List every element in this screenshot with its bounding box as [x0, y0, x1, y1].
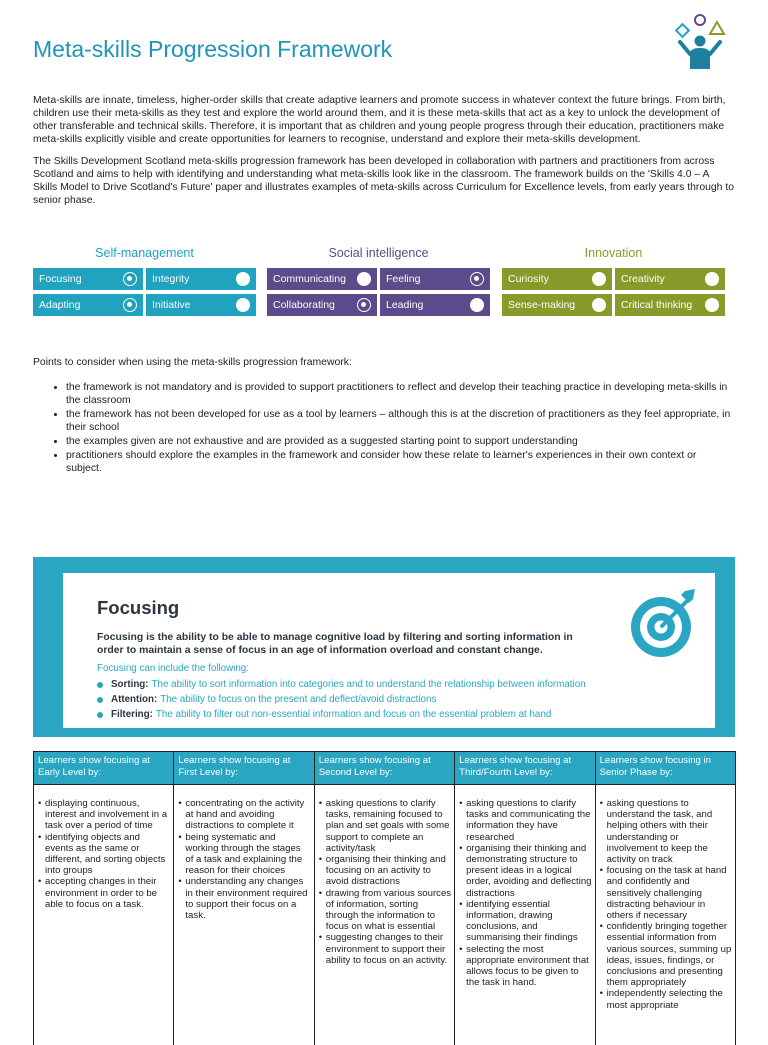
- table-row: [34, 785, 736, 1045]
- group-people-icon: [470, 298, 484, 312]
- skill-label: Creativity: [621, 273, 665, 285]
- target-icon: [123, 272, 137, 286]
- list-item: • the examples given are not exhaustive and are provided as a suggested starting point to support understanding: [66, 435, 735, 448]
- item-text: The ability to focus on the present and deflect/avoid distractions: [160, 694, 436, 705]
- skill-tile-focusing: [33, 268, 143, 290]
- skill-label: Initiative: [152, 299, 191, 311]
- skill-label: Integrity: [152, 273, 189, 285]
- lightbulb-icon: [705, 272, 719, 286]
- table-cell: [314, 785, 454, 1045]
- group-title: Self-management: [33, 246, 256, 261]
- levels-table: [33, 751, 736, 1045]
- table-cell: [595, 785, 735, 1045]
- list-item: • practitioners should explore the examples in the framework and consider how these relate to learner's experiences in their own context or subject.: [66, 449, 735, 475]
- skill-tile-leading: [380, 294, 490, 316]
- group-self-management: [33, 246, 256, 316]
- skill-label: Focusing: [39, 273, 82, 285]
- table-cell: [174, 785, 314, 1045]
- skill-label: Curiosity: [508, 273, 549, 285]
- skill-label: Adapting: [39, 299, 80, 311]
- list-item: • selecting the most appropriate environment that allows focus to be given to the task in hand.: [466, 944, 591, 989]
- list-item: • organising their thinking and focusing on an activity to avoid distractions: [326, 854, 451, 888]
- column-header: Learners show focusing at First Level by:: [174, 752, 314, 785]
- considerations-section: [33, 356, 735, 476]
- item-term: Filtering:: [111, 709, 153, 720]
- item-term: Sorting:: [111, 679, 149, 690]
- skill-label: Feeling: [386, 273, 420, 285]
- skill-tile-sense-making: [502, 294, 612, 316]
- column-header: Learners show focusing at Second Level by:: [314, 752, 454, 785]
- intro-paragraph: Meta-skills are innate, timeless, higher-order skills that create adaptive learners and promote success in whatever context the future brings. From birth, children use their meta-skills as they test and explore the world around them, and it is these meta-skills that act as a key to unlock the development of other transferable and technical skills. Therefore, it is important that as children and young people progress through their education, practitioners make meta-skills explicitly visible and create opportunities for learners to recognise, understand and explore their meta-skills development.: [33, 94, 735, 146]
- focusing-components: [97, 679, 657, 724]
- focusing-banner: [33, 557, 735, 737]
- table-cell: [34, 785, 174, 1045]
- skill-label: Sense-making: [508, 299, 575, 311]
- list-item: • concentrating on the activity at hand and avoiding distractions to complete it: [185, 798, 310, 832]
- list-item: • asking questions to understand the task, and helping others with their understanding or involvement to keep the activity on track: [607, 798, 732, 865]
- group-social-intelligence: [267, 246, 490, 316]
- collaboration-icon: [357, 298, 371, 312]
- item-term: Attention:: [111, 694, 157, 705]
- list-item: • the framework is not mandatory and is provided to support practitioners to reflect and develop their teaching practice in developing meta-skills in the classroom: [66, 381, 735, 407]
- person-icon: [236, 272, 250, 286]
- list-item: • being systematic and working through the stages of a task and explaining the reason for their choices: [185, 832, 310, 877]
- list-item: • independently selecting the most appropriate: [607, 988, 732, 1010]
- skill-tile-creativity: [615, 268, 725, 290]
- bullet-icon: [97, 682, 103, 688]
- meta-skills-logo-icon: [672, 12, 732, 70]
- focusing-card: [63, 573, 715, 728]
- skill-tile-initiative: [146, 294, 256, 316]
- list-item: [97, 709, 657, 720]
- considerations-intro: Points to consider when using the meta-skills progression framework:: [33, 356, 735, 369]
- list-item: • drawing from various sources of information, sorting through the information to focus on what is essential: [326, 888, 451, 933]
- skill-tile-collaborating: [267, 294, 377, 316]
- adapting-icon: [123, 298, 137, 312]
- focusing-include-label: Focusing can include the following:: [97, 663, 249, 674]
- list-item: [97, 679, 657, 690]
- skill-tile-communicating: [267, 268, 377, 290]
- exclamation-icon: [705, 298, 719, 312]
- skill-tile-adapting: [33, 294, 143, 316]
- head-gear-icon: [592, 298, 606, 312]
- focusing-title: Focusing: [97, 597, 179, 619]
- group-title: Innovation: [502, 246, 725, 261]
- skill-label: Critical thinking: [621, 299, 692, 311]
- skill-tile-curiosity: [502, 268, 612, 290]
- list-item: • organising their thinking and demonstrating structure to present ideas in a logical order, avoiding and deflecting distractions: [466, 843, 591, 899]
- skill-label: Collaborating: [273, 299, 335, 311]
- group-title: Social intelligence: [267, 246, 490, 261]
- list-item: • accepting changes in their environment in order to be able to focus on a task.: [45, 876, 170, 910]
- list-item: • understanding any changes in their environment required to support their focus on a task.: [185, 876, 310, 921]
- target-arrow-icon: [629, 587, 701, 659]
- focusing-definition: Focusing is the ability to be able to manage cognitive load by filtering and sorting information in order to maintain a sense of focus in an age of information overload and constant change.: [97, 631, 597, 657]
- skill-label: Leading: [386, 299, 423, 311]
- skill-tile-critical-thinking: [615, 294, 725, 316]
- list-item: • identifying essential information, drawing conclusions, and summarising their findings: [466, 899, 591, 944]
- bullet-icon: [97, 712, 103, 718]
- column-header: Learners show focusing at Third/Fourth Level by:: [455, 752, 595, 785]
- list-item: • displaying continuous, interest and involvement in a task over a period of time: [45, 798, 170, 832]
- bullet-icon: [97, 697, 103, 703]
- meta-skills-legend: [33, 246, 735, 321]
- item-text: The ability to sort information into categories and to understand the relationship between information: [152, 679, 586, 690]
- list-item: [97, 694, 657, 705]
- intro-text: [33, 94, 735, 216]
- speech-bubble-icon: [357, 272, 371, 286]
- list-item: • focusing on the task at hand and confidently and sensitively challenging distracting behaviour in others if necessary: [607, 865, 732, 921]
- lightbulb-icon: [236, 298, 250, 312]
- skill-tile-integrity: [146, 268, 256, 290]
- item-text: The ability to filter out non-essential information and focus on the essential problem at hand: [156, 709, 551, 720]
- heart-hand-icon: [470, 272, 484, 286]
- intro-paragraph: The Skills Development Scotland meta-skills progression framework has been developed in collaboration with partners and practitioners from across Scotland and aims to help with identifying and understanding what meta-skills look like in the classroom. The framework builds on the 'Skills 4.0 – A Skills Model to Drive Scotland's Future' paper and illustrates examples of meta-skills across Curriculum for Excellence levels, from early years through to senior phase.: [33, 155, 735, 207]
- group-innovation: [502, 246, 725, 316]
- list-item: • asking questions to clarify tasks, remaining focused to plan and set goals with some support to complete an activity/task: [326, 798, 451, 854]
- head-icon: [592, 272, 606, 286]
- list-item: • suggesting changes to their environment to support their ability to focus on an activity.: [326, 932, 451, 966]
- list-item: • asking questions to clarify tasks and communicating the information they have researched: [466, 798, 591, 843]
- list-item: • confidently bringing together essential information from various sources, summing up ideas, issues, findings, or conclusions and presenting them appropriately: [607, 921, 732, 988]
- column-header: Learners show focusing in Senior Phase by:: [595, 752, 735, 785]
- considerations-list: [33, 381, 735, 475]
- list-item: • the framework has not been developed for use as a tool by learners – although this is at the discretion of practitioners as they feel appropriate, in their school: [66, 408, 735, 434]
- skill-tile-feeling: [380, 268, 490, 290]
- table-cell: [455, 785, 595, 1045]
- list-item: • identifying objects and events as the same or different, and sorting objects into groups: [45, 832, 170, 877]
- column-header: Learners show focusing at Early Level by:: [34, 752, 174, 785]
- page-title: Meta-skills Progression Framework: [33, 36, 392, 63]
- skill-label: Communicating: [273, 273, 346, 285]
